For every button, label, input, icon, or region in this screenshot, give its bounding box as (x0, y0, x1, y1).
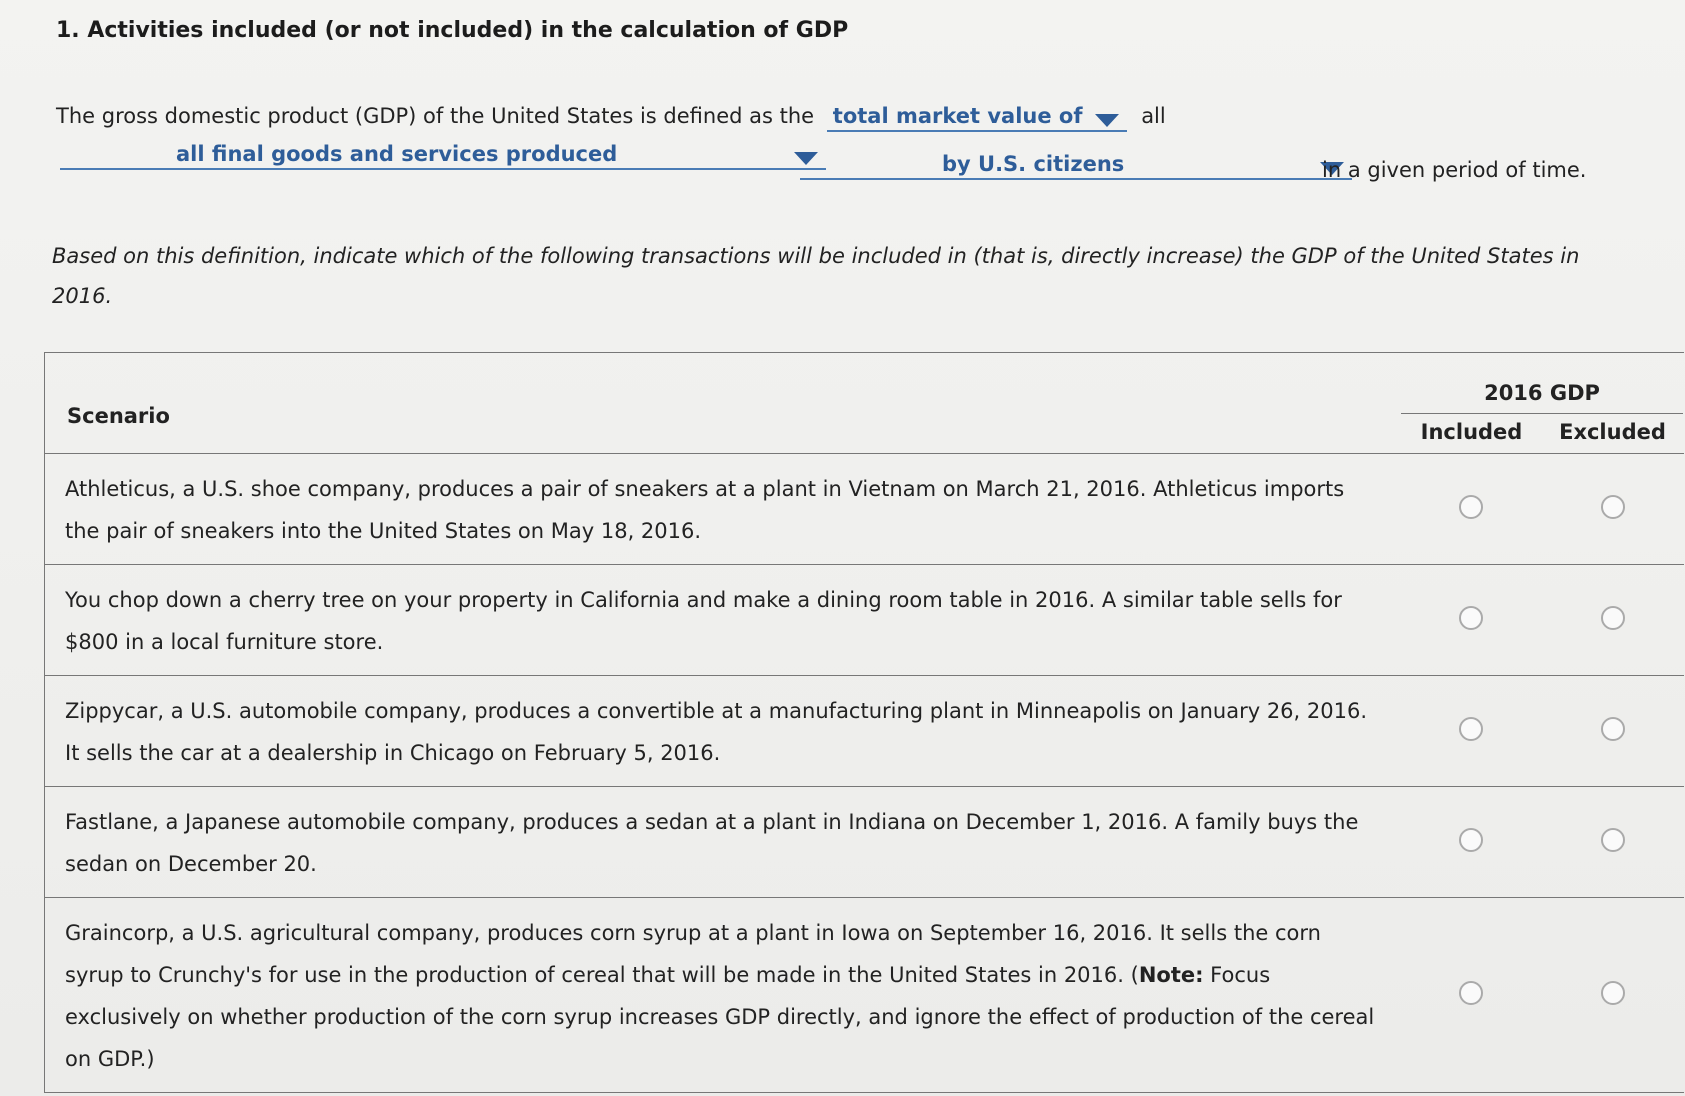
excluded-radio[interactable] (1601, 717, 1625, 741)
chevron-down-icon (1095, 114, 1119, 127)
included-radio[interactable] (1459, 981, 1483, 1005)
scenario-text: Fastlane, a Japanese automobile company, produces a sedan at a plant in Indiana on December 1, 2016. A family buys the sedan on December 20. (45, 787, 1401, 898)
gdp-header: 2016 GDP (1401, 381, 1683, 414)
question-title: 1. Activities included (or not included) in the calculation of GDP (56, 18, 849, 43)
included-radio[interactable] (1459, 495, 1483, 519)
scenario-table (44, 352, 1684, 1093)
gdp-header-group (1400, 353, 1684, 454)
table-row (45, 565, 1685, 676)
scenario-text: Athleticus, a U.S. shoe company, produces a pair of sneakers at a plant in Vietnam on March 21, 2016. Athleticus imports the pair of sneakers into the United States on May 18, 2016. (45, 454, 1401, 565)
definition-middle: all (1141, 104, 1166, 128)
excluded-radio[interactable] (1601, 981, 1625, 1005)
scenario-text: You chop down a cherry tree on your property in California and make a dining room table in 2016. A similar table sells for $800 in a local furniture store. (45, 565, 1401, 676)
instructions: Based on this definition, indicate which of the following transactions will be included in (that is, directly increase) the GDP of the United States in 2016. (52, 244, 1580, 308)
scenario-text: Zippycar, a U.S. automobile company, produces a convertible at a manufacturing plant in Minneapolis on January 26, 2016. It sells the car at a dealership in Chicago on February 5, 2016. (45, 676, 1401, 787)
included-radio[interactable] (1459, 717, 1483, 741)
table-row (45, 454, 1685, 565)
scenario-text-main: Graincorp, a U.S. agricultural company, produces corn syrup at a plant in Iowa on September 16, 2016. It sells the corn syrup to Crunchy's for use in the production of cereal that will be made in the United States in 2016. ( (65, 921, 1321, 987)
excluded-header: Excluded (1559, 420, 1666, 444)
dropdown-producer-value: by U.S. citizens (942, 152, 1125, 176)
dropdown-producer[interactable] (800, 152, 1352, 180)
definition-prefix: The gross domestic product (GDP) of the United States is defined as the (56, 104, 815, 128)
dropdown-goods-value: all final goods and services produced (176, 142, 618, 166)
scenario-header: Scenario (45, 353, 1401, 454)
included-header: Included (1420, 420, 1523, 444)
table-row (45, 898, 1685, 1093)
excluded-radio[interactable] (1601, 495, 1625, 519)
definition-suffix: in a given period of time. (1322, 158, 1587, 182)
dropdown-measure[interactable] (827, 104, 1127, 132)
table-row (45, 676, 1685, 787)
note-label: Note: (1138, 963, 1204, 987)
scenario-text (45, 898, 1401, 1093)
excluded-radio[interactable] (1601, 828, 1625, 852)
definition-line (56, 104, 1166, 132)
included-radio[interactable] (1459, 606, 1483, 630)
dropdown-goods[interactable] (60, 142, 826, 170)
included-radio[interactable] (1459, 828, 1483, 852)
table-row (45, 787, 1685, 898)
dropdown-measure-value: total market value of (832, 104, 1083, 128)
note-text: Focus exclusively on whether production of the corn syrup increases GDP directly, and ignore the effect of production of the cereal on GDP.) (65, 963, 1375, 1071)
excluded-radio[interactable] (1601, 606, 1625, 630)
